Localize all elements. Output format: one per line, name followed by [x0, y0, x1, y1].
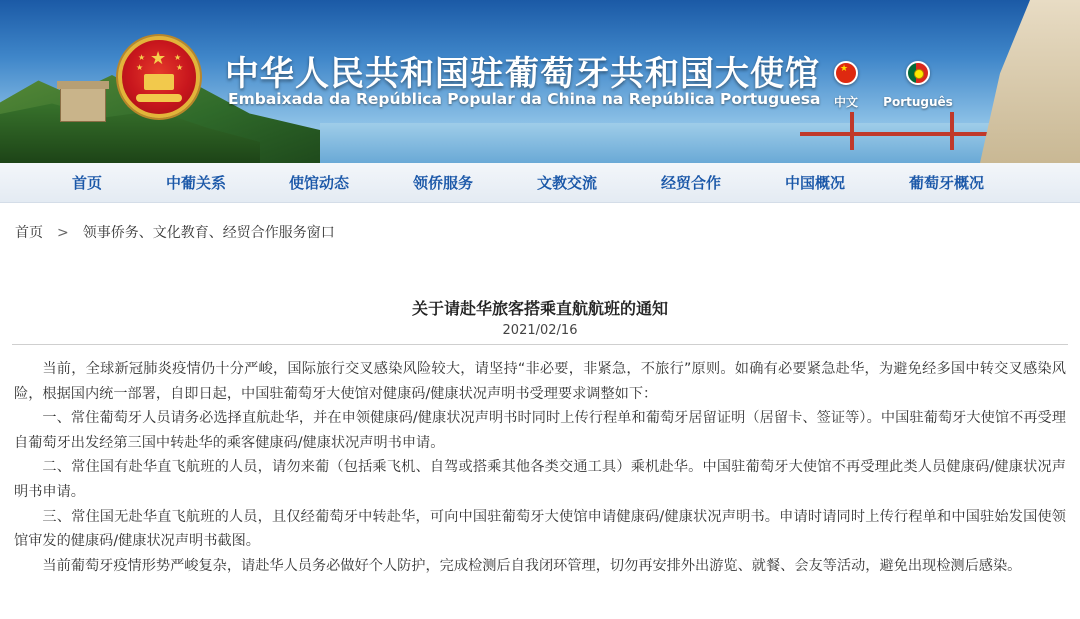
breadcrumb — [15, 222, 335, 242]
divider — [12, 344, 1068, 345]
language-portuguese-link[interactable] — [883, 61, 953, 110]
language-label: Português — [883, 95, 953, 109]
article-paragraph: 一、常住葡萄牙人员请务必选择直航赴华，并在申领健康码/健康状况声明书时同时上传行程单和葡萄牙居留证明（居留卡、签证等）。中国驻葡萄牙大使馆不再受理自葡萄牙出发经第三国中转赴华的乘客健康码/健康状况声明书申请。 — [14, 410, 1066, 451]
nav-item-consular-services[interactable]: 领侨服务 — [413, 174, 474, 192]
language-chinese-link[interactable] — [811, 61, 881, 110]
nav-item-embassy-news[interactable]: 使馆动态 — [289, 174, 350, 192]
nav-item-china-overview[interactable]: 中国概况 — [785, 174, 846, 192]
breadcrumb-home-link[interactable]: 首页 — [15, 225, 43, 241]
breadcrumb-current-section[interactable]: 领事侨务、文化教育、经贸合作服务窗口 — [82, 225, 335, 241]
article-paragraph: 当前，全球新冠肺炎疫情仍十分严峻，国际旅行交叉感染风险较大，请坚持“非必要，非紧急，不旅行”原则。如确有必要紧急赴华，为避免经多国中转交叉感染风险，根据国内统一部署，自即日起，中国驻葡萄牙大使馆对健康码/健康状况声明书受理要求调整如下： — [14, 361, 1066, 402]
nav-item-portugal-overview[interactable]: 葡萄牙概况 — [909, 174, 985, 192]
embassy-title-chinese: 中华人民共和国驻葡萄牙共和国大使馆 — [225, 54, 820, 94]
china-flag-icon — [834, 61, 858, 85]
article-paragraph: 当前葡萄牙疫情形势严峻复杂，请赴华人员务必做好个人防护，完成检测后自我闭环管理，切勿再安排外出游览、就餐、会友等活动，避免出现检测后感染。 — [42, 557, 1022, 574]
portugal-flag-icon — [906, 61, 930, 85]
article-paragraph: 二、常住国有赴华直飞航班的人员，请勿来葡（包括乘飞机、自驾或搭乘其他各类交通工具）乘机赴华。中国驻葡萄牙大使馆不再受理此类人员健康码/健康状况声明书申请。 — [14, 459, 1066, 500]
nav-item-home[interactable]: 首页 — [72, 174, 103, 192]
article-paragraph: 三、常住国无赴华直飞航班的人员，且仅经葡萄牙中转赴华，可向中国驻葡萄牙大使馆申请健康码/健康状况声明书。申请时请同时上传行程单和中国驻始发国使领馆审发的健康码/健康状况声明书截图。 — [14, 508, 1066, 550]
article-body — [14, 357, 1066, 578]
header-banner — [0, 0, 1080, 163]
national-emblem-icon: ★ ★ ★ ★ ★ — [118, 36, 200, 118]
monument-decoration — [980, 0, 1080, 163]
article-title: 关于请赴华旅客搭乘直航航班的通知 — [411, 299, 668, 318]
main-navigation — [0, 163, 1080, 203]
embassy-title-portuguese: Embaixada da República Popular da China na República Portuguesa — [228, 90, 821, 108]
nav-item-culture-education[interactable]: 文教交流 — [537, 174, 598, 192]
sea-decoration — [320, 123, 1080, 163]
bridge-decoration — [800, 132, 1000, 136]
bridge-tower-decoration — [950, 112, 954, 150]
article-date: 2021/02/16 — [502, 323, 578, 338]
great-wall-decoration — [60, 88, 106, 122]
nav-item-economy-trade[interactable]: 经贸合作 — [661, 174, 722, 192]
bridge-tower-decoration — [850, 112, 854, 150]
language-label: 中文 — [833, 95, 858, 109]
nav-item-china-portugal-relations[interactable]: 中葡关系 — [166, 174, 227, 192]
breadcrumb-separator: > — [57, 225, 69, 241]
